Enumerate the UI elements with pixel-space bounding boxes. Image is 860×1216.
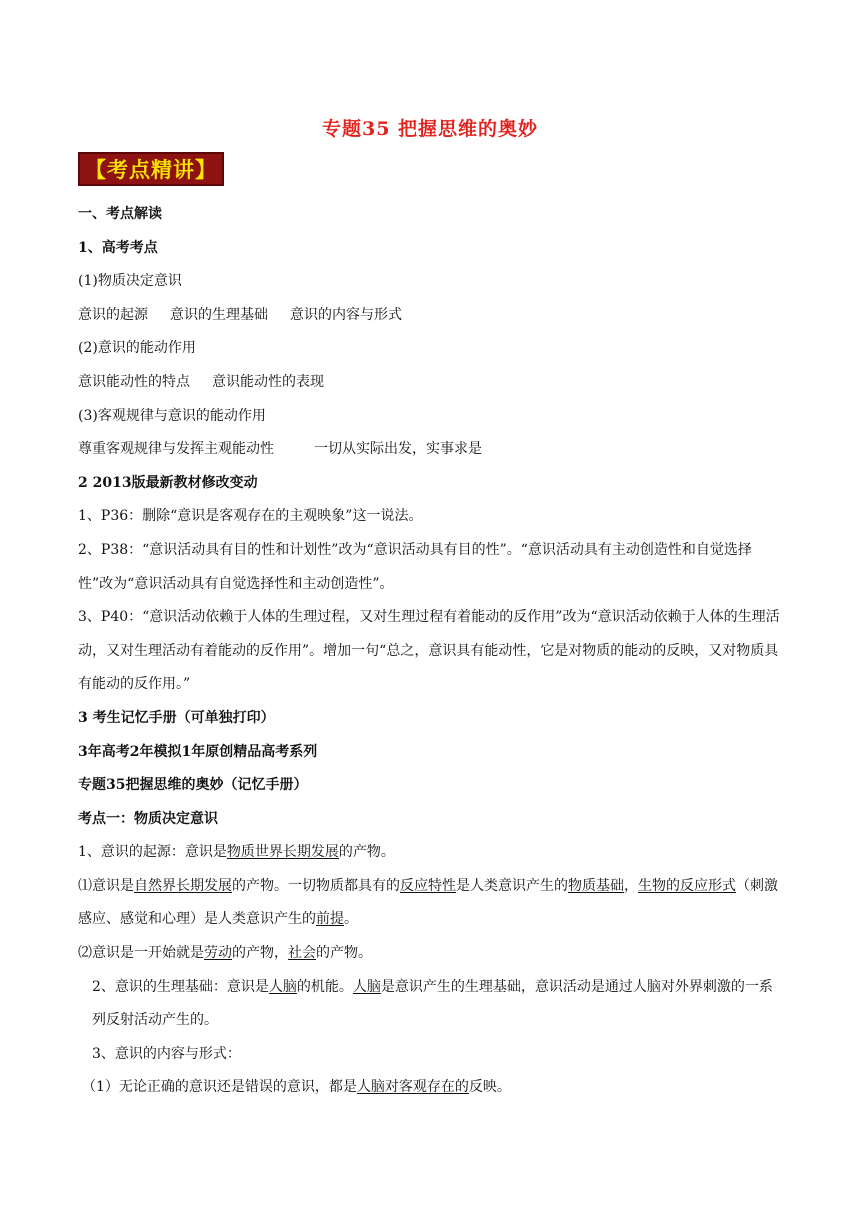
item-text: 意识的起源 [78, 306, 148, 323]
change-3: 3、P40：“意识活动依赖于人体的生理过程，又对生理过程有着能动的反作用”改为“意识活动依赖于人体的生理活动，又对生理活动有着能动的反作用”。增加一句“总之，意识具有能动性，它是对物质的能动的反映，又对物质具有能动的反作用。” [78, 609, 780, 693]
page-title: 专题35 把握思维的奥妙 [321, 118, 539, 140]
text: 是人类意识产生的 [456, 877, 568, 894]
text: 的产物。 [338, 844, 395, 861]
origin-of-consciousness [78, 836, 784, 870]
point-2-items [78, 366, 784, 400]
underlined-term: 自然界长期发展 [134, 877, 232, 894]
text: 1、意识的起源：意识是 [78, 844, 227, 861]
underlined-term: 人脑 [352, 978, 381, 995]
underlined-term: 社会 [288, 945, 316, 962]
text: 是意识产生的生理基础，意识活动是通过人脑对外界刺激的一系列反射活动产生的。 [92, 978, 773, 1029]
text: ⑵意识是一开始就是 [78, 945, 204, 962]
series-title: 3年高考2年模拟1年原创精品高考系列 [78, 743, 318, 760]
item-text: 尊重客观规律与发挥主观能动性 [78, 441, 274, 458]
text: 2、意识的生理基础：意识是 [92, 978, 269, 995]
text: 反映。 [468, 1079, 511, 1096]
text: ⑴意识是 [78, 877, 134, 894]
handbook-title: 专题35把握思维的奥妙（记忆手册） [78, 777, 308, 794]
origin-item-1 [78, 870, 784, 937]
text: 的产物。一切物质都具有的 [232, 877, 400, 894]
underlined-term: 人脑对客观存在的 [356, 1079, 469, 1096]
content-and-form: 3、意识的内容与形式： [92, 1045, 241, 1062]
point-1: (1)物质决定意识 [78, 273, 182, 290]
text: 的产物， [232, 945, 288, 962]
physiological-basis [78, 971, 784, 1038]
text: （1）无论正确的意识还是错误的意识，都是 [82, 1079, 357, 1096]
section-banner [78, 152, 224, 186]
item-text: 意识的内容与形式 [290, 306, 402, 323]
underlined-term: 生物的反应形式 [638, 877, 736, 894]
heading-memory-handbook: 3 考生记忆手册（可单独打印） [78, 709, 275, 726]
point-2: (2)意识的能动作用 [78, 340, 196, 357]
underlined-term: 劳动 [204, 945, 232, 962]
heading-exam-points: 1、高考考点 [78, 239, 158, 256]
underlined-term: 反应特性 [400, 877, 456, 894]
item-text: 意识能动性的表现 [212, 373, 324, 390]
text: 。 [344, 911, 358, 928]
banner-label: 【考点精讲】 [85, 157, 217, 182]
origin-item-2 [78, 937, 784, 971]
text: （刺激感应、感觉和心理）是人类意识产生的 [78, 877, 778, 928]
underlined-term: 人脑 [268, 978, 297, 995]
document-body [78, 198, 784, 1105]
content-item-1 [78, 1071, 784, 1105]
item-text: 一切从实际出发，实事求是 [314, 441, 482, 458]
heading-exam-point-reading: 一、考点解读 [78, 206, 162, 222]
underlined-term: 物质基础 [568, 877, 624, 894]
underlined-term: 前提 [316, 911, 344, 928]
change-2: 2、P38：“意识活动具有目的性和计划性”改为“意识活动具有目的性”。“意识活动具有主动创造性和自觉选择性”改为“意识活动具有自觉选择性和主动创造性”。 [78, 541, 752, 592]
item-text: 意识能动性的特点 [78, 373, 190, 390]
heading-point-one: 考点一：物质决定意识 [78, 810, 218, 827]
change-1: 1、P36：删除“意识是客观存在的主观映象”这一说法。 [78, 508, 423, 525]
text: ， [624, 877, 638, 894]
point-1-items [78, 299, 784, 333]
point-3-items [78, 433, 784, 467]
underlined-term: 物质世界长期发展 [226, 844, 339, 861]
point-3: (3)客观规律与意识的能动作用 [78, 407, 266, 424]
item-text: 意识的生理基础 [170, 306, 268, 323]
text: 的产物。 [316, 945, 372, 962]
text: 的机能。 [296, 978, 353, 995]
heading-textbook-changes: 2 2013版最新教材修改变动 [78, 474, 258, 491]
